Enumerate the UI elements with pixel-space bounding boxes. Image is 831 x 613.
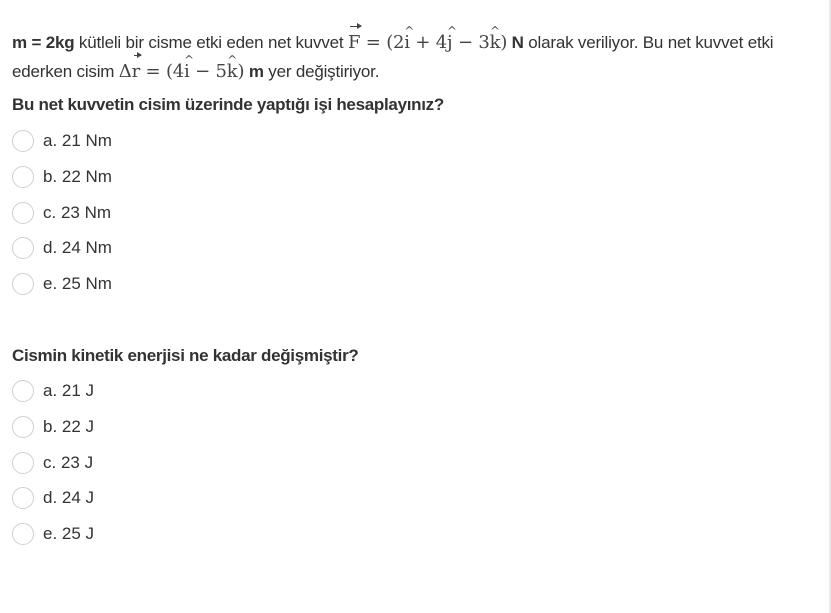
statement-text: kütleli bir cisme etki eden net kuvvet xyxy=(74,33,348,52)
unit-vector-j: j ^ xyxy=(447,28,452,57)
question-1-option-e[interactable] xyxy=(12,272,112,296)
unit-vector-i: i ^ xyxy=(184,57,190,86)
option-label: a. 21 J xyxy=(43,381,95,400)
question-2-option-a[interactable] xyxy=(12,379,94,403)
question-1-statement xyxy=(12,28,812,86)
displacement-equation: Δr = (4i ^ − 5k ^) xyxy=(119,61,245,82)
radio-button[interactable] xyxy=(12,273,34,295)
option-label: a. 21 Nm xyxy=(43,131,112,150)
question-2-option-b[interactable] xyxy=(12,415,94,439)
radio-button[interactable] xyxy=(12,237,34,259)
radio-button[interactable] xyxy=(12,487,34,509)
option-label: c. 23 J xyxy=(43,453,94,472)
force-equation: F = (2i ^ + 4j ^ − 3k ^) xyxy=(348,32,507,53)
question-2-option-c[interactable] xyxy=(12,451,93,475)
displacement-unit: m xyxy=(244,62,264,81)
radio-button[interactable] xyxy=(12,380,34,402)
unit-vector-k: k ^ xyxy=(490,28,501,57)
question-1-prompt: Bu net kuvvetin cisim üzerinde yaptığı işi hesaplayınız? xyxy=(12,95,444,114)
option-label: d. 24 Nm xyxy=(43,238,112,257)
option-label: b. 22 J xyxy=(43,417,95,436)
option-label: e. 25 Nm xyxy=(43,274,112,293)
option-label: e. 25 J xyxy=(43,524,95,543)
radio-button[interactable] xyxy=(12,166,34,188)
question-1-option-c[interactable] xyxy=(12,201,111,225)
question-2-option-e[interactable] xyxy=(12,522,94,546)
statement-text: olarak veriliyor. Bu net kuvvet etki ederken cisim xyxy=(12,33,774,81)
option-label: d. 24 J xyxy=(43,488,95,507)
option-label: b. 22 Nm xyxy=(43,167,112,186)
radio-button[interactable] xyxy=(12,130,34,152)
radio-button[interactable] xyxy=(12,523,34,545)
question-1-option-d[interactable] xyxy=(12,236,112,260)
radio-button[interactable] xyxy=(12,416,34,438)
question-2-prompt: Cismin kinetik enerjisi ne kadar değişmiştir? xyxy=(12,346,359,365)
question-2-option-d[interactable] xyxy=(12,486,94,510)
statement-text: yer değiştiriyor. xyxy=(263,62,380,81)
displacement-vector-symbol: r xyxy=(132,57,140,86)
option-label: c. 23 Nm xyxy=(43,203,112,222)
question-1-option-b[interactable] xyxy=(12,165,112,189)
force-vector-symbol: F xyxy=(348,28,360,57)
radio-button[interactable] xyxy=(12,202,34,224)
question-1-option-a[interactable] xyxy=(12,129,112,153)
radio-button[interactable] xyxy=(12,452,34,474)
mass-value: m = 2kg xyxy=(12,33,75,52)
unit-vector-i: i ^ xyxy=(404,28,410,57)
force-unit: N xyxy=(507,33,524,52)
unit-vector-k: k ^ xyxy=(227,57,238,86)
